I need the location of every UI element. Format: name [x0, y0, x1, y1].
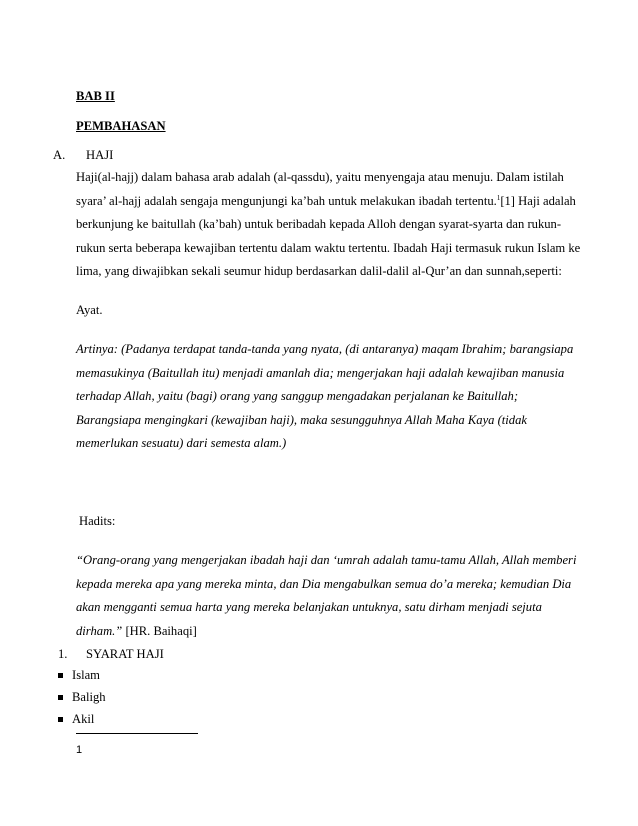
- footnote-number: 1: [76, 744, 83, 756]
- square-bullet-icon: [58, 673, 63, 678]
- definition-paragraph: [76, 166, 586, 284]
- hadits-quote: “Orang-orang yang mengerjakan ibadah haji dan ‘umrah adalah tamu-tamu Allah, Allah memberi kepada mereka apa yang mereka minta, dan Dia mengabulkan semua do’a mereka; kemudian Dia akan mengganti semua harta yang mereka belanjakan untuknya, satu dirham menjadi sejuta dirham.”: [76, 553, 577, 638]
- definition-text-2: [1] Haji adalah berkunjung ke baitullah (ka’bah) untuk beribadah kepada Alloh dengan syarat-syarta dan rukun-rukun serta beberapa kewajiban tertentu dalam waktu tertentu. Ibadah Haji termasuk rukun Islam ke lima, yang diwajibkan sekali seumur hidup berdasarkan dalil-dalil al-Qur’an dan sunnah,seperti:: [76, 193, 581, 278]
- hadits-source: [HR. Baihaqi]: [122, 623, 197, 638]
- section-letter: A.: [53, 148, 66, 162]
- hadits-paragraph: [76, 549, 586, 643]
- syarat-number: 1.: [58, 647, 68, 661]
- section-heading: PEMBAHASAN: [76, 119, 166, 133]
- list-item: [58, 690, 106, 705]
- footnote-separator: [76, 733, 198, 734]
- list-item-label: Islam: [72, 668, 100, 682]
- list-item-label: Baligh: [72, 690, 106, 704]
- footnote-reference[interactable]: 1: [496, 193, 501, 202]
- list-item-label: Akil: [72, 712, 95, 726]
- list-item: [58, 668, 100, 683]
- square-bullet-icon: [58, 717, 63, 722]
- chapter-heading: BAB II: [76, 89, 115, 103]
- hadits-label: Hadits:: [79, 514, 116, 528]
- syarat-title: SYARAT HAJI: [86, 647, 164, 661]
- section-title: HAJI: [86, 148, 114, 162]
- ayat-meaning-paragraph: Artinya: (Padanya terdapat tanda-tanda yang nyata, (di antaranya) maqam Ibrahim; barangsiapa memasukinya (Baitullah itu) menjadi amanlah dia; mengerjakan haji adalah kewajiban manusia terhadap Allah, yaitu (bagi) orang yang sanggup mengadakan perjalanan ke Baitullah; Barangsiapa mengingkari (kewajiban haji), maka sesungguhnya Allah Maha Kaya (tidak memerlukan sesuatu) dari semesta alam.): [76, 342, 574, 450]
- definition-text-1: Haji(al-hajj) dalam bahasa arab adalah (al-qassdu), yaitu menyengaja atau menuju. Dalam istilah syara’ al-hajj adalah sengaja mengunjungi ka’bah untuk melakukan ibadah tertentu.: [76, 170, 564, 208]
- ayat-label: Ayat.: [76, 303, 103, 317]
- square-bullet-icon: [58, 695, 63, 700]
- list-item: [58, 712, 94, 727]
